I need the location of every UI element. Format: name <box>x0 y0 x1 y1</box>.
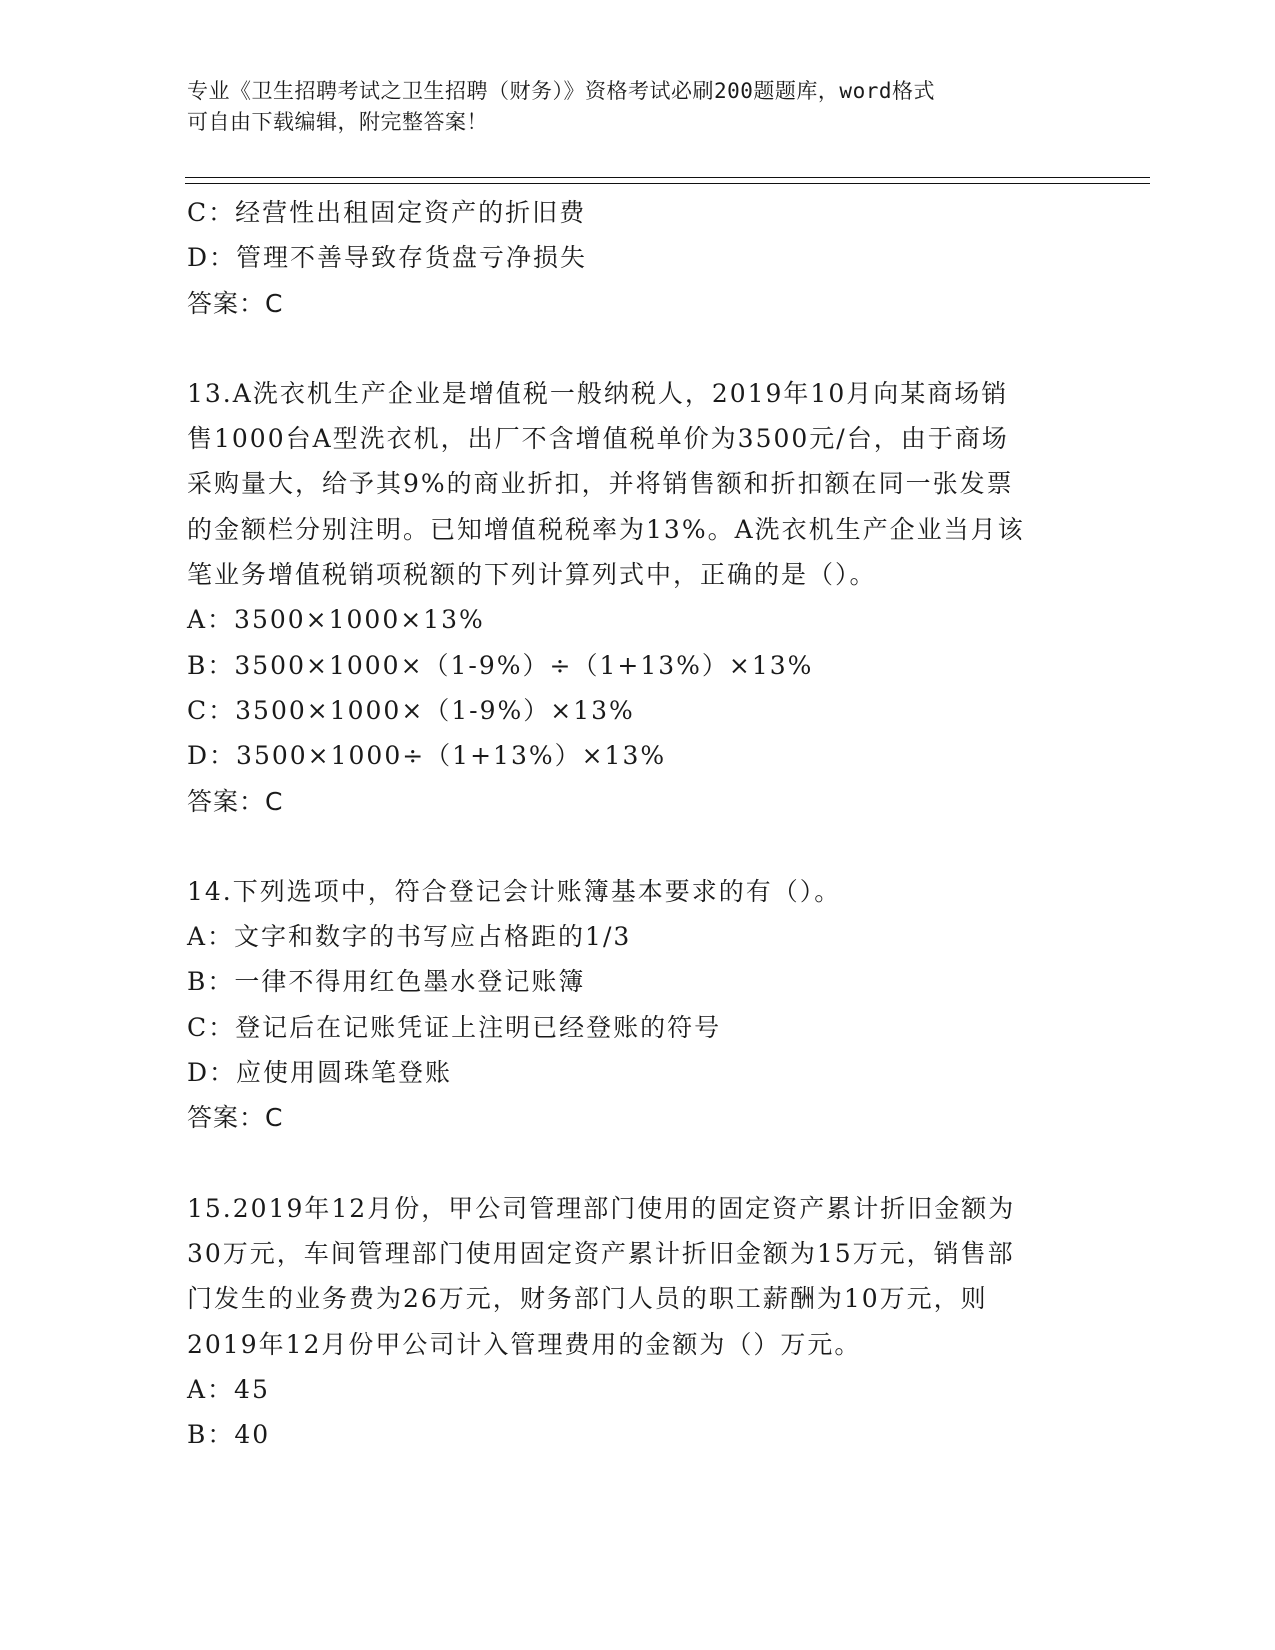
question-12-tail <box>187 190 1067 326</box>
spacer <box>187 326 1067 371</box>
question-stem-line: 售1000台A型洗衣机，出厂不含增值税单价为3500元/台，由于商场 <box>187 424 1009 454</box>
header-line-2: 可自由下载编辑，附完整答案！ <box>187 110 488 134</box>
spacer <box>187 824 1067 869</box>
header-rule-top <box>185 177 1150 178</box>
option-a: A：45 <box>187 1374 270 1404</box>
question-stem-line: 笔业务增值税销项税额的下列计算列式中，正确的是（）。 <box>187 560 877 590</box>
document-header <box>187 76 1067 138</box>
question-15 <box>187 1186 1067 1458</box>
option-a: A：3500×1000×13% <box>187 605 485 635</box>
question-stem-line: 13.A洗衣机生产企业是增值税一般纳税人，2019年10月向某商场销 <box>187 378 1009 408</box>
answer-line: 答案：C <box>187 288 284 318</box>
option-d: D：应使用圆珠笔登账 <box>187 1058 453 1088</box>
question-14 <box>187 869 1067 1141</box>
option-c: C：3500×1000×（1-9%）×13% <box>187 695 635 725</box>
header-rule-bottom <box>185 183 1150 184</box>
question-stem-line: 采购量大，给予其9%的商业折扣，并将销售额和折扣额在同一张发票 <box>187 469 1014 499</box>
question-13 <box>187 371 1067 824</box>
option-b: B：40 <box>187 1420 271 1450</box>
option-a: A：文字和数字的书写应占格距的1/3 <box>187 922 632 952</box>
option-c: C：登记后在记账凭证上注明已经登账的符号 <box>187 1012 722 1042</box>
spacer <box>187 1141 1067 1186</box>
option-c: C：经营性出租固定资产的折旧费 <box>187 198 587 227</box>
question-stem-line: 门发生的业务费为26万元，财务部门人员的职工薪酬为10万元，则 <box>187 1284 988 1314</box>
question-stem-line: 14.下列选项中，符合登记会计账簿基本要求的有（）。 <box>187 876 842 906</box>
option-d: D：管理不善导致存货盘亏净损失 <box>187 243 588 273</box>
answer-line: 答案：C <box>187 786 284 816</box>
answer-line: 答案：C <box>187 1103 284 1133</box>
question-stem-line: 2019年12月份甲公司计入管理费用的金额为（）万元。 <box>187 1329 862 1359</box>
question-stem-line: 的金额栏分别注明。已知增值税税率为13%。A洗衣机生产企业当月该 <box>187 514 1025 544</box>
header-line-1: 专业《卫生招聘考试之卫生招聘（财务）》资格考试必刷200题题库，word格式 <box>187 79 935 103</box>
question-stem-line: 30万元，车间管理部门使用固定资产累计折旧金额为15万元，销售部 <box>187 1238 1015 1268</box>
option-b: B：3500×1000×（1-9%）÷（1+13%）×13% <box>187 650 814 680</box>
question-stem-line: 15.2019年12月份，甲公司管理部门使用的固定资产累计折旧金额为 <box>187 1193 1016 1223</box>
document-body <box>187 190 1067 1457</box>
option-b: B：一律不得用红色墨水登记账簿 <box>187 967 586 997</box>
option-d: D：3500×1000÷（1+13%）×13% <box>187 741 667 771</box>
